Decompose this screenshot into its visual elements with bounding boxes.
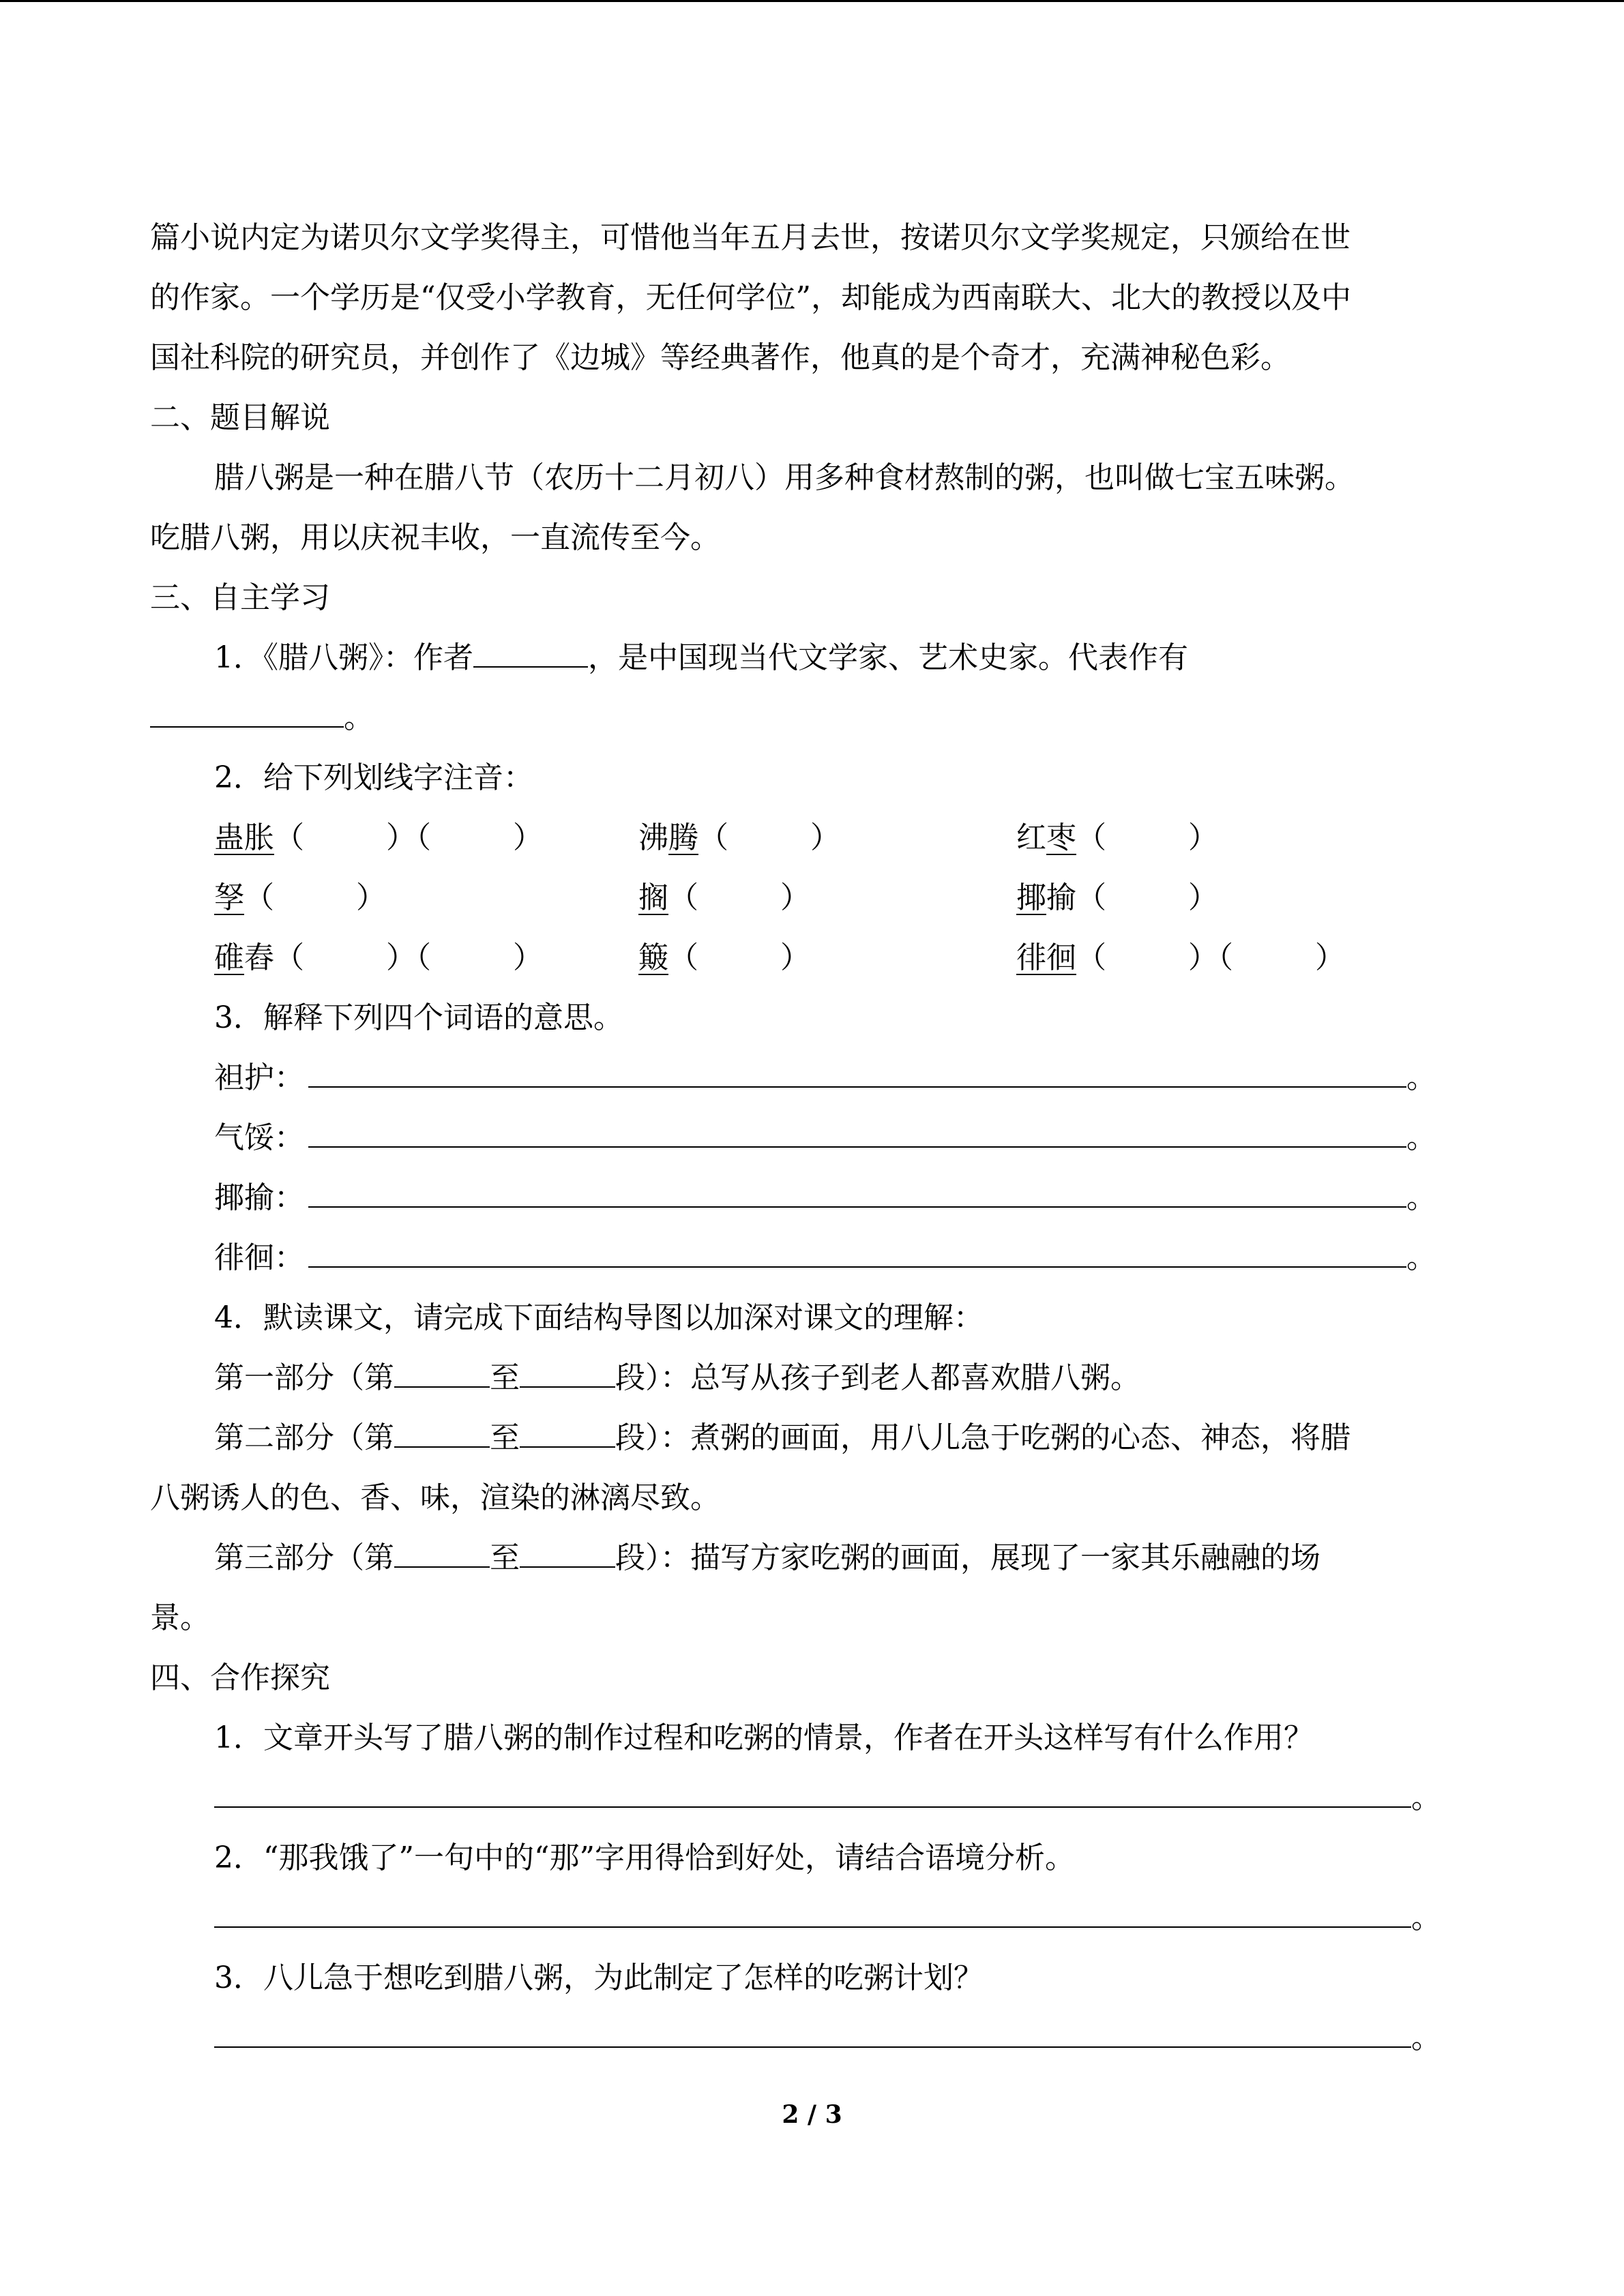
section-heading-cooperative-inquiry: 四、合作探究 [150,1660,330,1695]
worksheet-page [150,208,1473,2068]
underlined-word: 簸 [638,940,668,975]
answer-blank[interactable] [214,1888,1411,1928]
q1-line [150,628,1473,688]
underlined-word: 枣 [1046,820,1076,855]
structure-part-3: 第三部分（第 至 段）：描写方家吃粥的画面，展现了一家其乐融融的场 [150,1528,1473,1588]
term-label: 揶揄： [214,1180,304,1215]
title-explanation-line-1: 腊八粥是一种在腊八节（农历十二月初八）用多种食材熬制的粥，也叫做七宝五味粥。 [214,460,1355,495]
paragraph-end-blank[interactable] [520,1356,615,1388]
q1-text-b: ，是中国现当代文学家、艺术史家。代表作有 [588,640,1188,675]
pinyin-item: 徘徊（ ）（ ） [1016,940,1345,975]
paragraph-start-blank[interactable] [394,1416,490,1448]
definition-blank[interactable] [308,1049,1406,1088]
answer-blank[interactable] [214,2008,1411,2048]
pinyin-item: 搁（ ） [638,880,810,915]
pinyin-item: 碓舂（ ）（ ） [214,940,543,975]
term-label: 袒护： [214,1060,304,1095]
underlined-word: 碓 [214,940,244,975]
intro-line-3: 国社科院的研究员，并创作了《边城》等经典著作，他真的是个奇才，充满神秘色彩。 [150,340,1290,375]
structure-part-1: 第一部分（第 至 段）：总写从孩子到老人都喜欢腊八粥。 [150,1348,1473,1408]
underlined-word: 徘徊 [1016,940,1076,975]
definition-row: 袒护： 。 [150,1048,1473,1108]
definition-blank[interactable] [308,1229,1406,1268]
pinyin-row-1 [150,808,1473,868]
q2-title: 2．给下列划线字注音： [214,760,533,795]
pinyin-item: 孥（ ） [214,880,386,915]
page-number: 2 / 3 [782,2100,842,2129]
q4-title: 4．默读课文，请完成下面结构导图以加深对课文的理解： [214,1300,984,1335]
pinyin-item: 蛊胀（ ）（ ） [214,820,543,855]
definition-row: 气馁： 。 [150,1108,1473,1168]
paragraph-start-blank[interactable] [394,1356,490,1388]
answer-blank[interactable] [214,1768,1411,1808]
paragraph-end-blank[interactable] [520,1536,615,1568]
underlined-word: 揶 [1016,880,1046,915]
paragraph-start-blank[interactable] [394,1536,490,1568]
structure-part-3-cont: 景。 [150,1600,210,1635]
intro-line-1: 篇小说内定为诺贝尔文学奖得主，可惜他当年五月去世，按诺贝尔文学奖规定，只颁给在世 [150,220,1350,255]
section-heading-title-explanation: 二、题目解说 [150,400,330,435]
section-heading-self-study: 三、自主学习 [150,580,330,615]
q1-works-line [150,688,1473,748]
inquiry-question-1: 1．文章开头写了腊八粥的制作过程和吃粥的情景，作者在开头这样写有什么作用？ [214,1720,1314,1755]
pinyin-row-3 [150,928,1473,988]
answer-row: 。 [150,1888,1473,1948]
author-blank[interactable] [473,636,588,668]
term-label: 气馁： [214,1120,304,1155]
intro-line-2: 的作家。一个学历是“仅受小学教育，无任何学位”，却能成为西南联大、北大的教授以及中 [150,280,1351,315]
definition-blank[interactable] [308,1109,1406,1148]
title-explanation-line-2: 吃腊八粥，用以庆祝丰收，一直流传至今。 [150,520,720,555]
pinyin-row-2 [150,868,1473,928]
term-label: 徘徊： [214,1240,304,1275]
answer-row: 。 [150,2008,1473,2068]
underlined-word: 孥 [214,880,244,915]
works-blank[interactable] [150,696,344,728]
structure-part-2-cont: 八粥诱人的色、香、味，渲染的淋漓尽致。 [150,1480,720,1515]
definition-row: 徘徊： 。 [150,1228,1473,1288]
paragraph-end-blank[interactable] [520,1416,615,1448]
q1-end: 。 [344,700,374,735]
underlined-word: 搁 [638,880,668,915]
definition-row: 揶揄： 。 [150,1168,1473,1228]
q1-text-a: 1．《腊八粥》：作者 [214,640,473,675]
underlined-word: 腾 [668,820,698,855]
pinyin-item: 红枣（ ） [1016,820,1218,855]
top-border [0,0,1624,2]
structure-part-2: 第二部分（第 至 段）：煮粥的画面，用八儿急于吃粥的心态、神态，将腊 [150,1408,1473,1468]
inquiry-question-2: 2．“那我饿了”一句中的“那”字用得恰到好处，请结合语境分析。 [214,1840,1075,1875]
definition-blank[interactable] [308,1169,1406,1208]
pinyin-item: 簸（ ） [638,940,810,975]
pinyin-item: 沸腾（ ） [638,820,840,855]
answer-row: 。 [150,1768,1473,1828]
inquiry-question-3: 3．八儿急于想吃到腊八粥，为此制定了怎样的吃粥计划？ [214,1960,984,1995]
q3-title: 3．解释下列四个词语的意思。 [214,1000,623,1035]
underlined-word: 蛊胀 [214,820,274,855]
pinyin-item: 揶揄（ ） [1016,880,1218,915]
